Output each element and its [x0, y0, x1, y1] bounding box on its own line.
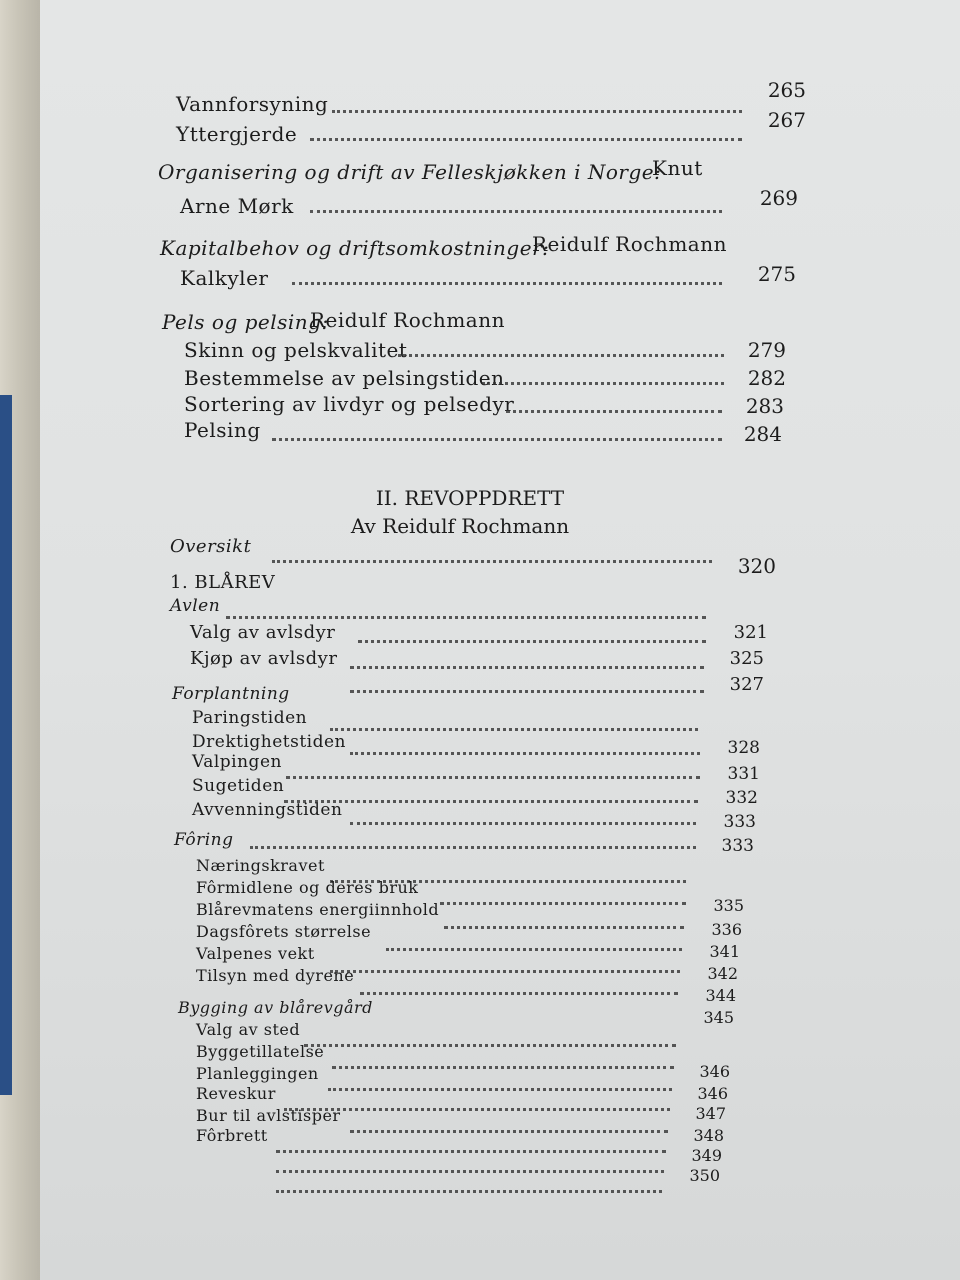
page-number: 275	[757, 262, 796, 286]
page-number: 282	[747, 366, 786, 390]
leader-dots	[310, 118, 742, 141]
leader-dots	[398, 334, 724, 357]
section-author: Av Reidulf Rochmann	[350, 514, 570, 538]
toc-article-title: Pels og pelsing:	[162, 310, 329, 334]
leader-dots	[276, 1170, 662, 1193]
leader-dots	[332, 90, 742, 113]
page-number: 269	[759, 186, 798, 210]
leader-dots	[332, 1046, 674, 1069]
leader-dots	[350, 646, 704, 669]
toc-entry-kalkyler: Kalkyler	[180, 266, 269, 290]
toc-subheading: Forplantning	[172, 684, 290, 704]
toc-entry: Planleggingen	[196, 1064, 319, 1083]
toc-subheading: Avlen	[170, 596, 221, 616]
leader-dots	[440, 882, 686, 905]
page-number: 283	[745, 394, 784, 418]
toc-subheading: Fôring	[174, 830, 234, 850]
toc-author: Reidulf Rochmann	[532, 232, 727, 256]
toc-author: Arne Mørk	[180, 194, 294, 218]
toc-entry: Drektighetstiden	[192, 732, 346, 752]
page-number: 345	[703, 1008, 734, 1027]
leader-dots	[482, 362, 724, 385]
page-number: 350	[689, 1166, 720, 1185]
page-number: 333	[721, 836, 754, 856]
toc-entry: Næringskravet	[196, 856, 325, 875]
toc-entry: Valpenes vekt	[196, 944, 315, 963]
leader-dots	[506, 390, 722, 413]
page-number: 279	[747, 338, 786, 362]
leader-dots	[350, 802, 696, 825]
toc-author: Knut	[652, 156, 703, 180]
leader-dots	[350, 732, 700, 755]
toc-entry-yttergjerde: Yttergjerde	[176, 122, 298, 146]
page-number: 333	[723, 812, 756, 832]
page-number: 346	[697, 1084, 728, 1103]
leader-dots	[444, 906, 684, 929]
toc-subheading: Oversikt	[170, 536, 252, 557]
leader-dots	[386, 928, 682, 951]
leader-dots	[330, 950, 680, 973]
leader-dots	[350, 670, 704, 693]
toc-entry: Bur til avlstisper	[196, 1106, 341, 1125]
page-number: 344	[705, 986, 736, 1005]
toc-entry: Valpingen	[192, 752, 282, 772]
toc-entry: Tilsyn med dyrene	[196, 966, 355, 985]
toc-entry: Pelsing	[184, 418, 261, 442]
page-number: 349	[691, 1146, 722, 1165]
page-number: 336	[711, 920, 742, 939]
toc-entry: Reveskur	[196, 1084, 276, 1103]
page-number: 348	[693, 1126, 724, 1145]
leader-dots	[292, 262, 722, 285]
page-number: 327	[729, 674, 764, 695]
page-number: 342	[707, 964, 738, 983]
toc-subheading: Bygging av blårevgård	[178, 998, 373, 1017]
toc-entry: Paringstiden	[192, 708, 308, 728]
toc-entry: Bestemmelse av pelsingstiden	[184, 366, 505, 390]
leader-dots	[286, 756, 700, 779]
book-cover-edge	[0, 395, 12, 1095]
toc-entry: Valg av avlsdyr	[190, 622, 336, 643]
toc-entry: Blårevmatens energiinnhold	[196, 900, 440, 919]
toc-author: Reidulf Rochmann	[310, 308, 505, 332]
page-number: 347	[695, 1104, 726, 1123]
toc-entry: Sortering av livdyr og pelsedyr	[184, 392, 515, 416]
toc-entry: Byggetillatelse	[196, 1042, 325, 1061]
toc-article-title: Organisering og drift av Felleskjøkken i Norge:	[158, 160, 662, 184]
leader-dots	[284, 1088, 670, 1111]
page-number: 284	[743, 422, 782, 446]
page-number: 328	[727, 738, 760, 758]
page-number: 325	[729, 648, 764, 669]
page-number: 346	[699, 1062, 730, 1081]
page-number: 320	[737, 554, 776, 578]
leader-dots	[284, 780, 698, 803]
leader-dots	[360, 972, 678, 995]
page-number: 341	[709, 942, 740, 961]
leader-dots	[310, 190, 722, 213]
leader-dots	[358, 620, 706, 643]
page-number: 335	[713, 896, 744, 915]
toc-entry-vannforsyning: Vannforsyning	[176, 92, 329, 116]
leader-dots	[250, 826, 696, 849]
page-number: 265	[767, 78, 806, 102]
page-number: 331	[727, 764, 760, 784]
toc-entry: Avvenningstiden	[192, 800, 343, 820]
toc-chapter: 1. BLÅREV	[170, 572, 276, 593]
toc-entry: Fôrbrett	[196, 1126, 268, 1145]
book-page	[40, 0, 960, 1280]
toc-entry: Fôrmidlene og deres bruk	[196, 878, 419, 897]
leader-dots	[330, 708, 698, 731]
toc-article-title: Kapitalbehov og driftsomkostninger:	[160, 236, 550, 260]
toc-entry: Skinn og pelskvalitet	[184, 338, 408, 362]
toc-entry: Valg av sted	[196, 1020, 301, 1039]
toc-entry: Sugetiden	[192, 776, 285, 796]
section-heading: II. REVOPPDRETT	[375, 486, 565, 510]
page-number: 321	[733, 622, 768, 643]
leader-dots	[272, 540, 712, 563]
page-number: 267	[767, 108, 806, 132]
leader-dots	[226, 596, 706, 619]
leader-dots	[272, 418, 722, 441]
page-number: 332	[725, 788, 758, 808]
toc-entry: Kjøp av avlsdyr	[190, 648, 338, 669]
leader-dots	[304, 1024, 676, 1047]
toc-entry: Dagsfôrets størrelse	[196, 922, 372, 941]
